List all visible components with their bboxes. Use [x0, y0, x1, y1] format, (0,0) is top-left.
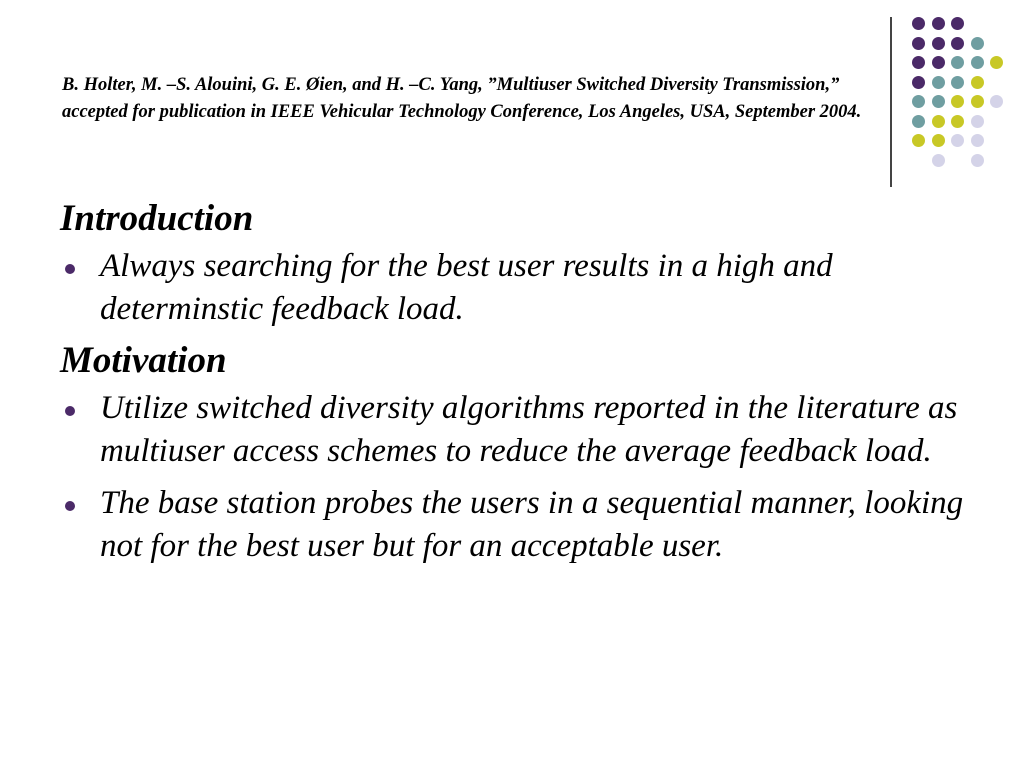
decorative-dot [932, 95, 945, 108]
decorative-dot-grid [900, 0, 1020, 170]
bullet-item [60, 482, 980, 568]
bullet-text: Always searching for the best user results in a high and determinstic feedback load. [100, 248, 833, 327]
decorative-dot [912, 134, 925, 147]
decorative-dot [912, 56, 925, 69]
decorative-dot [932, 76, 945, 89]
header-divider-line [890, 17, 892, 187]
decorative-dot [971, 95, 984, 108]
decorative-dot [912, 76, 925, 89]
decorative-dot [932, 154, 945, 167]
decorative-dot [951, 37, 964, 50]
decorative-dot [951, 56, 964, 69]
decorative-dot [971, 154, 984, 167]
citation-reference: B. Holter, M. –S. Alouini, G. E. Øien, and H. –C. Yang, ”Multiuser Switched Diversity Transmission,” accepted for publication in IEEE Vehicular Technology Conference, Los Angeles, USA, September 2004. [62, 75, 862, 122]
decorative-dot [932, 56, 945, 69]
decorative-dot [951, 134, 964, 147]
decorative-dot [932, 115, 945, 128]
decorative-dot [971, 56, 984, 69]
decorative-dot [990, 95, 1003, 108]
bullet-dot-icon [65, 264, 75, 274]
decorative-dot [990, 56, 1003, 69]
decorative-dot [912, 115, 925, 128]
decorative-dot [971, 76, 984, 89]
motivation-bullet-list [60, 387, 980, 568]
decorative-dot [932, 37, 945, 50]
decorative-dot [912, 95, 925, 108]
decorative-dot [971, 134, 984, 147]
slide-body [60, 193, 980, 577]
decorative-dot [912, 17, 925, 30]
introduction-bullet-list [60, 245, 980, 331]
bullet-item [60, 245, 980, 331]
decorative-dot [932, 17, 945, 30]
bullet-text: The base station probes the users in a sequential manner, looking not for the best user but for an acceptable user. [100, 485, 964, 564]
section-heading-motivation: Motivation [60, 340, 227, 381]
bullet-text: Utilize switched diversity algorithms reported in the literature as multiuser access schemes to reduce the average feedback load. [100, 390, 958, 469]
bullet-dot-icon [65, 406, 75, 416]
bullet-item [60, 387, 980, 473]
decorative-dot [912, 37, 925, 50]
decorative-dot [932, 134, 945, 147]
decorative-dot [951, 17, 964, 30]
decorative-dot [951, 95, 964, 108]
decorative-dot [971, 37, 984, 50]
decorative-dot [951, 76, 964, 89]
decorative-dot [951, 115, 964, 128]
section-heading-introduction: Introduction [60, 198, 254, 239]
decorative-dot [971, 115, 984, 128]
bullet-dot-icon [65, 501, 75, 511]
